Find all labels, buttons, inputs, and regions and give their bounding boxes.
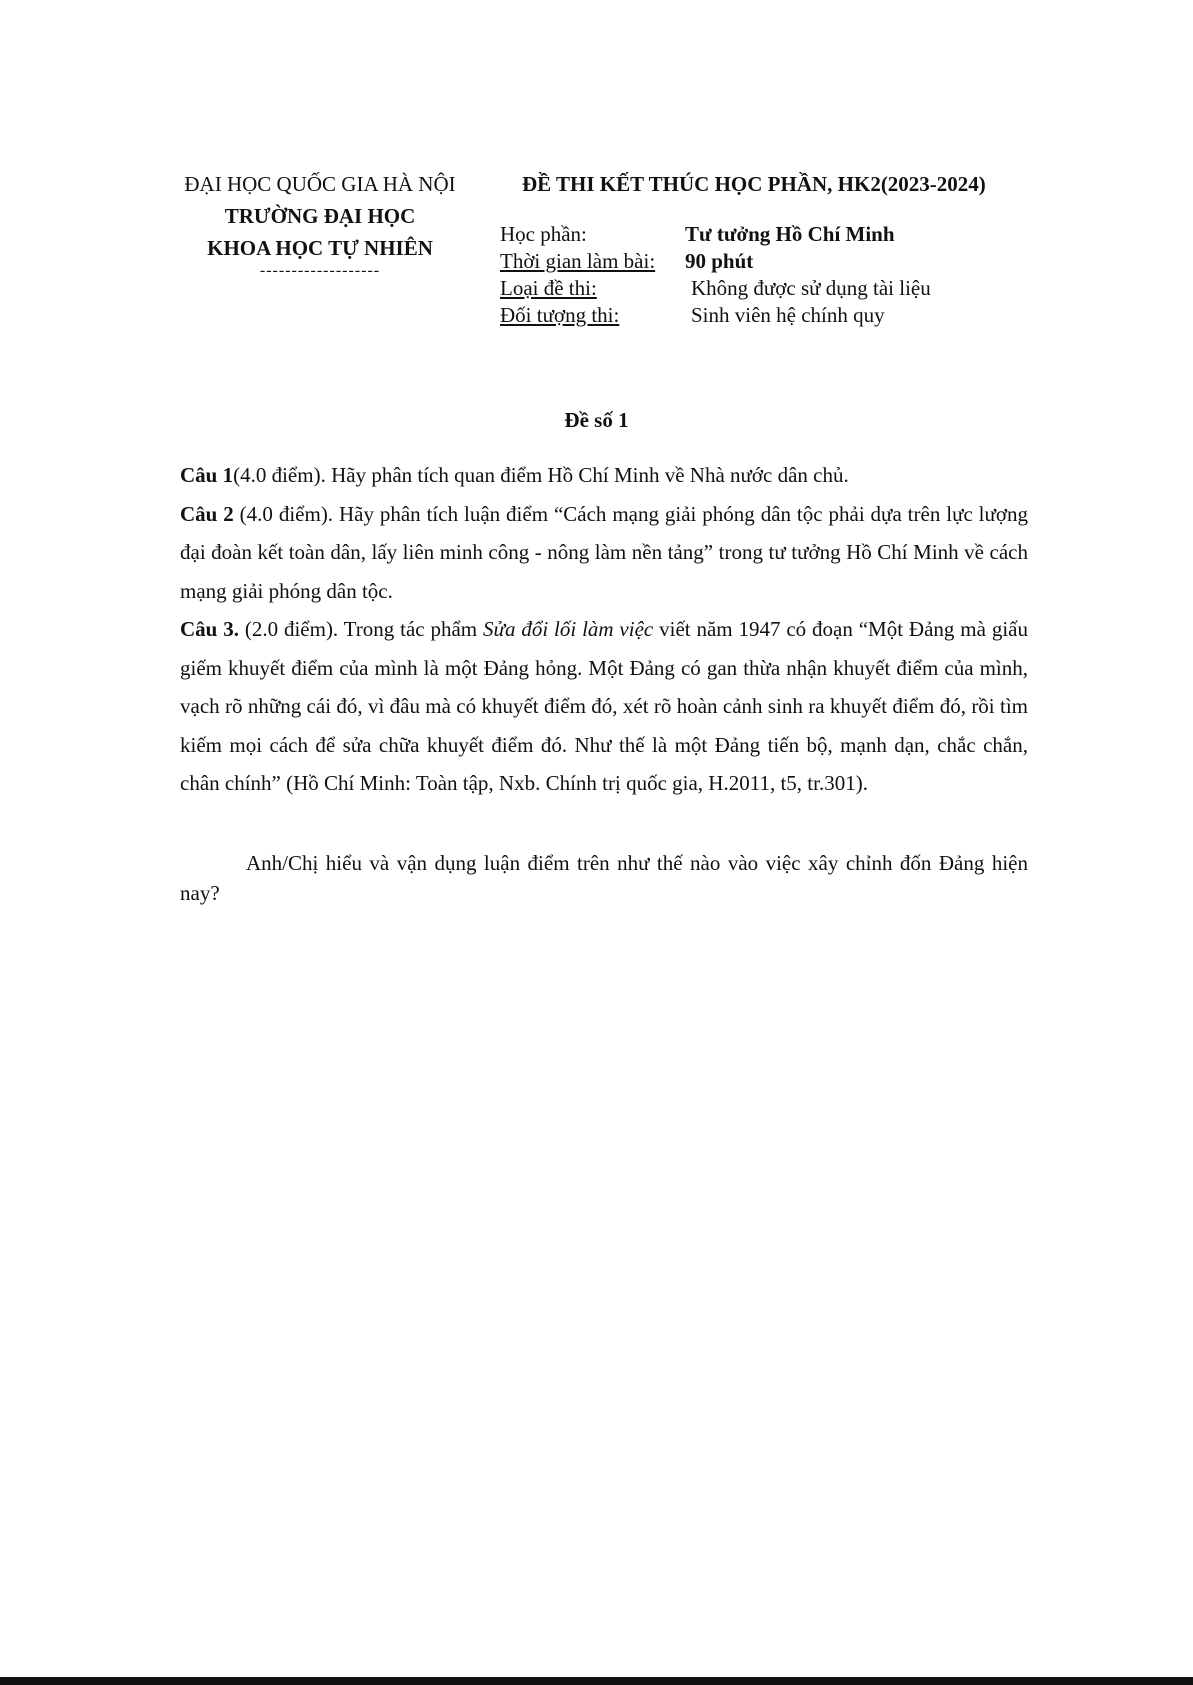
question-2: [180, 495, 1028, 611]
question-label: Câu 3.: [180, 617, 239, 641]
questions-body: [180, 456, 1028, 803]
info-value: Sinh viên hệ chính quy: [691, 303, 885, 327]
question-1: [180, 456, 1028, 495]
header-divider: -------------------: [259, 262, 381, 279]
scan-bottom-edge: [0, 1677, 1193, 1685]
school-name-line1: TRƯỜNG ĐẠI HỌC: [224, 204, 416, 228]
institution-header: [170, 168, 470, 278]
university-name: ĐẠI HỌC QUỐC GIA HÀ NỘI: [184, 172, 456, 196]
question-text: (2.0 điểm). Trong tác phẩm: [238, 617, 483, 641]
question-text: viết năm 1947 có đoạn “Một Đảng mà giấu giếm khuyết điểm của mình là một Đảng hỏng. Một Đảng có gan thừa nhận khuyết điểm của mình, vạch rõ những cái đó, vì đâu mà có khuyết điểm đó, xét rõ hoàn cảnh sinh ra khuyết điểm đó, rồi tìm kiếm mọi cách để sửa chữa khuyết điểm đó. Như thế là một Đảng tiến bộ, mạnh dạn, chắc chắn, chân chính” (Hồ Chí Minh: Toàn tập, Nxb. Chính trị quốc gia, H.2011, t5, tr.301).: [180, 617, 1028, 795]
info-value: 90 phút: [685, 249, 754, 273]
question-text: (4.0 điểm). Hãy phân tích luận điểm “Cách mạng giải phóng dân tộc phải dựa trên lực lượng đại đoàn kết toàn dân, lấy liên minh công - nông làm nền tảng” trong tư tưởng Hồ Chí Minh về cách mạng giải phóng dân tộc.: [180, 501, 1028, 603]
info-label: Loại đề thi:: [500, 276, 597, 300]
info-label: Học phần:: [500, 222, 587, 246]
exam-version-title: Đề số 1: [564, 408, 629, 432]
question-label: Câu 1: [180, 463, 234, 487]
cited-work-title: Sửa đổi lối làm việc: [483, 617, 654, 641]
exam-title: ĐỀ THI KẾT THÚC HỌC PHẦN, HK2(2023-2024): [522, 172, 986, 196]
info-label: Đối tượng thi:: [500, 303, 620, 327]
question-3: [180, 610, 1028, 803]
school-name-line2: KHOA HỌC TỰ NHIÊN: [207, 236, 433, 260]
question-label: Câu 2: [180, 501, 234, 526]
info-value: Không được sử dụng tài liệu: [691, 276, 931, 300]
info-value: Tư tưởng Hồ Chí Minh: [685, 222, 895, 246]
info-label: Thời gian làm bài:: [500, 249, 656, 273]
question-text: (4.0 điểm). Hãy phân tích quan điểm Hồ Chí Minh về Nhà nước dân chủ.: [233, 463, 849, 487]
question-3-prompt: Anh/Chị hiểu và vận dụng luận điểm trên như thế nào vào việc xây chỉnh đốn Đảng hiện nay?: [180, 851, 1028, 905]
